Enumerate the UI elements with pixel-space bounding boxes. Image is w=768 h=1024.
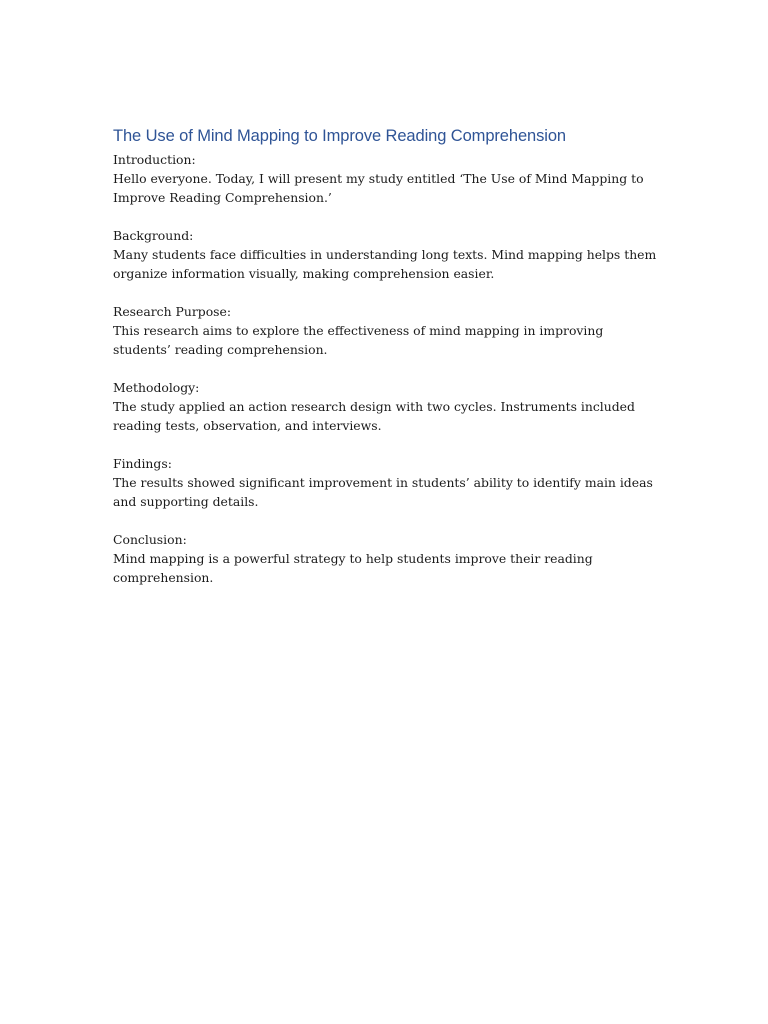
section-heading: Introduction: <box>113 152 196 167</box>
section-paragraph: The results showed significant improvement in students’ ability to identify main ideas and supporting details. <box>113 475 653 509</box>
section-paragraph: Mind mapping is a powerful strategy to help students improve their reading comprehension. <box>113 551 593 585</box>
section-paragraph: Many students face difficulties in understanding long texts. Mind mapping helps them organize information visually, making comprehension easier. <box>113 247 657 281</box>
section-introduction <box>113 150 658 207</box>
section-heading: Background: <box>113 228 194 243</box>
section-heading: Methodology: <box>113 380 200 395</box>
document-title: The Use of Mind Mapping to Improve Reading Comprehension <box>113 127 566 145</box>
section-research-purpose <box>113 302 658 359</box>
section-background <box>113 226 658 283</box>
section-heading: Conclusion: <box>113 532 187 547</box>
section-heading: Research Purpose: <box>113 304 232 319</box>
section-paragraph: Hello everyone. Today, I will present my study entitled ‘The Use of Mind Mapping to Improve Reading Comprehension.’ <box>113 171 644 205</box>
section-paragraph: This research aims to explore the effectiveness of mind mapping in improving students’ reading comprehension. <box>113 323 604 357</box>
section-heading: Findings: <box>113 456 172 471</box>
section-conclusion <box>113 530 658 587</box>
section-findings <box>113 454 658 511</box>
section-paragraph: The study applied an action research design with two cycles. Instruments included reading tests, observation, and interviews. <box>113 399 635 433</box>
document-body <box>113 125 658 606</box>
section-methodology <box>113 378 658 435</box>
